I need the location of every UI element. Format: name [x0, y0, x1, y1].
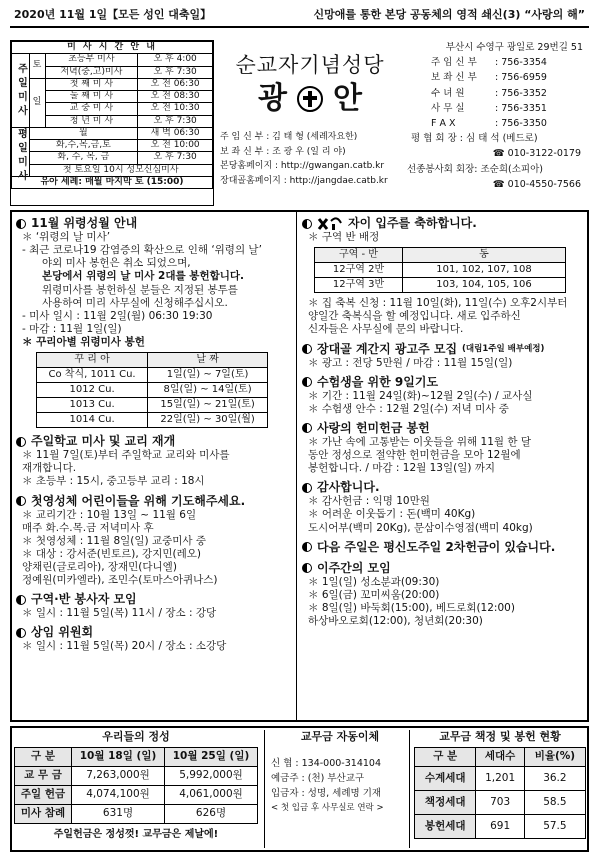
table-row	[315, 263, 566, 278]
text-line: 봉헌합니다. / 마감 : 12월 13일(일) 까지	[308, 462, 496, 475]
text-line: ＊ 꾸리아별 위령미사 봉헌	[22, 336, 145, 348]
section-sunday-school	[16, 434, 292, 449]
mass-name: 첫 째 미 사	[45, 78, 138, 90]
text-line: ＊ 초등부 : 15시, 중고등부 교리 : 18시	[22, 475, 205, 488]
table-cell: 36.2	[524, 766, 585, 790]
section-volunteer-meeting	[16, 592, 292, 607]
contact-block	[405, 40, 589, 206]
bullet-icon	[16, 219, 26, 229]
section-note: (대림1주일 배부예정)	[462, 343, 545, 354]
bullet-icon	[302, 377, 312, 387]
text-line: 본당에서 위령의 날 미사 2대를 봉헌합니다.	[42, 270, 245, 283]
mass-name: 청 년 미 사	[45, 115, 138, 127]
church-address: 부산시 수영구 광일로 29번길 51	[445, 42, 583, 53]
table-header: 동	[403, 248, 566, 263]
church-name-top: 순교자기념성당	[235, 53, 385, 77]
mass-time: 오 후 4:00	[138, 54, 213, 66]
table-cell: 1013 Cu.	[37, 398, 148, 413]
mass-time: 오 전 08:30	[138, 91, 213, 103]
contact-label: 사 무 실	[431, 102, 465, 114]
text-line: ＊ 대상 : 강서준(빈토르), 강지민(레오)	[22, 547, 201, 560]
table-cell: 7,263,000원	[72, 766, 165, 785]
section-title: 수험생을 위한 9일기도	[317, 374, 439, 389]
table-row	[415, 790, 586, 814]
text-line: ＊ 일시 : 11월 5일(목) 20시 / 장소 : 소강당	[22, 640, 227, 653]
table-row	[15, 785, 258, 804]
text-line: 사용하여 미리 사무실에 신청해주십시오.	[42, 296, 228, 309]
table-cell: 1014 Cu.	[37, 413, 148, 428]
bullet-icon	[302, 344, 312, 354]
text-line: 양일간 축복식을 할 예정입니다. 새로 입주하신	[308, 310, 521, 323]
section-title: 상임 위원회	[31, 625, 94, 640]
table-cell: 15일(일) ~ 21일(토)	[148, 398, 268, 413]
offering-title: 우리들의 정성	[102, 730, 170, 743]
status-table	[414, 747, 586, 839]
status-title: 교무금 책정 및 봉헌 현황	[439, 730, 561, 743]
table-row	[415, 766, 586, 790]
mass-name: 저녁(중,고)미사	[45, 66, 138, 78]
contact-label: 보 좌 신 부	[431, 72, 477, 84]
mass-name: 화,수,목,금,토	[29, 140, 138, 152]
table-cell: 58.5	[524, 790, 585, 814]
section-title: 다음 주일은 평신도주일 2차헌금이 있습니다.	[317, 539, 556, 554]
section-exam-novena	[302, 375, 584, 390]
table-row	[37, 398, 268, 413]
table-cell: 주일 헌금	[15, 785, 72, 804]
text-line: ＊ 6일(금) 꼬미씨움(20:00)	[308, 588, 440, 601]
text-line: ＊ 구역 반 배정	[308, 231, 380, 243]
section-title: 장대골 계간지 광고주 모집	[317, 341, 458, 356]
table-cell: 4,061,000원	[165, 785, 258, 804]
contact-value: : 756-3354	[495, 57, 547, 69]
table-cell: 1일(일) ~ 7일(토)	[148, 368, 268, 383]
mass-time: 오 후 7:30	[138, 152, 213, 164]
mass-time: 오 후 7:30	[138, 66, 213, 78]
table-cell: 103, 104, 105, 106	[403, 278, 566, 293]
bullet-icon	[302, 563, 312, 573]
table-cell: 책정세대	[415, 790, 476, 814]
table-row	[37, 368, 268, 383]
header-bar	[10, 4, 589, 28]
dues-status-panel	[414, 730, 586, 839]
table-cell: 57.5	[524, 814, 585, 838]
offering-table	[14, 747, 258, 824]
issue-date: 2020년 11월 1일【모든 성인 대축일】	[14, 8, 212, 22]
text-line: - 미사 일시 : 11월 2일(월) 06:30 19:30	[22, 309, 213, 322]
xi-logo-icon	[317, 217, 343, 231]
left-column	[16, 216, 292, 654]
table-cell: 1,201	[476, 766, 524, 790]
table-row	[15, 766, 258, 785]
table-header: 10월 25일 (일)	[165, 747, 258, 766]
section-first-communion	[16, 494, 292, 509]
funeral-committee: 선종봉사회 회장: 조순희(소피아)	[407, 163, 543, 175]
bullet-icon	[302, 219, 312, 229]
table-header: 비율(%)	[524, 747, 585, 766]
text-line: 양채린(글로리아), 장재민(다니엘)	[22, 561, 177, 573]
mass-name: 초등부 미사	[45, 54, 138, 66]
mass-name: 월	[29, 127, 138, 139]
bullet-icon	[302, 483, 312, 493]
transfer-line: 예금주 : (천) 부산교구	[271, 772, 365, 784]
table-header: 세대수	[476, 747, 524, 766]
text-line: 정예원(미카엘라), 조민수(토마스아퀴나스)	[22, 574, 218, 587]
text-line: 매주 화.수.목.금 저녁미사 후	[22, 521, 154, 534]
text-line: ＊ 집 축복 신청 : 11월 10일(화), 11일(수) 오후2시부터	[308, 297, 568, 310]
table-cell: 626명	[165, 804, 258, 823]
homepage-link[interactable]: 본당홈페이지 : http://gwangan.catb.kr	[220, 161, 385, 172]
text-line: ＊ 광고 : 전당 5만원 / 마감 : 11월 15일(일)	[308, 356, 513, 369]
cross-logo-icon	[297, 86, 323, 112]
table-cell: 691	[476, 814, 524, 838]
table-row	[15, 804, 258, 823]
mass-schedule	[10, 40, 214, 206]
text-line: ＊ 8일(일) 바둑회(15:00), 베드로회(12:00)	[308, 601, 515, 614]
church-name-main-1: 광	[258, 81, 287, 117]
section-title: 11월 위령성월 안내	[31, 216, 138, 230]
table-cell: 교 무 금	[15, 766, 72, 785]
table-row	[315, 278, 566, 293]
mass-time: 새 벽 06:30	[138, 127, 213, 139]
transfer-title: 교무금 자동이체	[300, 730, 380, 743]
weekday-mass-label: 평일미사	[12, 127, 30, 176]
bullet-icon	[16, 628, 26, 638]
offering-panel	[14, 730, 258, 841]
table-cell: 631명	[72, 804, 165, 823]
section-title: 주일학교 미사 및 교리 재개	[31, 434, 176, 449]
contact-label: 주 임 신 부	[431, 57, 477, 69]
bullet-icon	[16, 595, 26, 605]
section-meetings	[302, 561, 584, 576]
section-title: 사랑의 헌미헌금 봉헌	[317, 420, 430, 435]
text-line: - 마감 : 11월 1일(일)	[22, 322, 122, 335]
contact-label: F A X	[431, 117, 456, 129]
text-line: - 최근 코로나19 감염증의 확산으로 인해 ‘위령의 날’	[22, 244, 262, 257]
mass-time: 오 전 10:30	[138, 103, 213, 115]
mass-name: 첫 토요일 10시 성모신심미사	[29, 164, 213, 176]
auto-transfer-panel	[264, 730, 410, 848]
transfer-line: 입금자 : 성명, 세례명 기재	[271, 788, 382, 800]
text-line: 신자들은 사무실에 문의 바랍니다.	[308, 323, 464, 336]
contact-label: 수 녀 원	[431, 87, 465, 99]
mass-name: 화, 수, 목, 금	[29, 152, 138, 164]
parish-theme: 신망애를 통한 본당 공동체의 영적 쇄신(3) “사랑의 해”	[313, 8, 585, 22]
section-ad-recruit	[302, 342, 584, 357]
text-line: 도시어부(백미 20Kg), 문삼이수영점(백미 40kg)	[308, 521, 533, 534]
table-header: 구 분	[15, 747, 72, 766]
table-cell: 미사 참례	[15, 804, 72, 823]
bullet-icon	[16, 437, 26, 447]
table-row	[415, 814, 586, 838]
column-divider	[296, 212, 297, 720]
contact-value: : 756-6959	[495, 72, 547, 84]
section-all-souls	[16, 216, 292, 231]
transfer-note: < 첫 입금 후 사무실로 연락 >	[271, 803, 384, 814]
table-cell: 22일(일) ~ 30일(월)	[148, 413, 268, 428]
mass-time: 오 전 06:30	[138, 78, 213, 90]
table-cell: 101, 102, 107, 108	[403, 263, 566, 278]
text-line: 재개합니다.	[22, 462, 77, 475]
table-cell: 5,992,000원	[165, 766, 258, 785]
text-line: ＊ 감사헌금 : 익명 10만원	[308, 495, 430, 508]
section-title: 자이 입주를 축하합니다.	[348, 216, 477, 230]
table-cell: 1012 Cu.	[37, 383, 148, 398]
curia-table	[36, 352, 268, 428]
text-line: ＊ 일시 : 11월 5일(목) 11시 / 장소 : 강당	[22, 607, 217, 620]
table-cell: 8일(일) ~ 14일(토)	[148, 383, 268, 398]
text-line: 하상바오로회(12:00), 청년회(20:30)	[308, 615, 483, 627]
table-header: 10월 18일 (일)	[72, 747, 165, 766]
section-title: 첫영성체 어린이들을 위해 기도해주세요.	[31, 493, 246, 508]
bullet-icon	[302, 423, 312, 433]
sunday-label: 일	[29, 78, 45, 127]
bullet-icon	[16, 496, 26, 506]
table-cell: 12구역 3반	[315, 278, 403, 293]
table-cell: 12구역 2반	[315, 263, 403, 278]
table-header: 날 짜	[148, 353, 268, 368]
text-line: 위령미사를 봉헌하실 분들은 지정된 봉투를	[42, 283, 238, 296]
offering-note: 주일헌금은 정성껏! 교무금은 제날에!	[53, 828, 219, 840]
council-president: 평 협 회 장 : 심 태 석 (베드로)	[411, 133, 538, 145]
text-line: ＊ 11월 7일(토)부터 주일학교 교리와 미사를	[22, 449, 230, 462]
text-line: ＊ ‘위령의 날 미사’	[22, 231, 111, 243]
section-xi-welcome	[302, 216, 584, 231]
table-header: 구 분	[415, 747, 476, 766]
text-line: ＊ 교리기간 : 10월 13일 ~ 11월 6일	[22, 508, 197, 521]
text-line: ＊ 기간 : 11월 24일(화)~12월 2일(수) / 교사실	[308, 389, 533, 402]
text-line: ＊ 어려운 이웃돕기 : 돈(백미 40Kg)	[308, 508, 476, 521]
text-line: ＊ 1일(일) 성소분과(09:30)	[308, 575, 440, 588]
mass-time: 오 전 10:00	[138, 140, 213, 152]
jangdae-homepage-link[interactable]: 장대골홈페이지 : http://jangdae.catb.kr	[220, 176, 388, 187]
text-line: 동안 정성으로 절약한 헌미헌금을 모아 12월에	[308, 449, 521, 461]
contact-value: : 756-3351	[495, 102, 547, 114]
district-table	[314, 247, 566, 293]
text-line: ＊ 가난 속에 고통받는 이웃들을 위해 11월 한 달	[308, 435, 531, 448]
section-title: 구역·반 봉사자 모임	[31, 592, 137, 607]
table-cell: 수계세대	[415, 766, 476, 790]
section-thanks	[302, 480, 584, 495]
mass-time: 오 후 7:30	[138, 115, 213, 127]
pastor-name: 주 임 신 부 : 김 태 형 (세례자요한)	[220, 131, 358, 142]
saturday-label: 토	[29, 54, 45, 79]
contact-value: : 756-3350	[495, 117, 547, 129]
mass-name: 둘 째 미 사	[45, 91, 138, 103]
mass-name: 교 중 미 사	[45, 103, 138, 115]
table-row	[37, 383, 268, 398]
section-laity-sunday	[302, 540, 584, 555]
church-name-main-2: 안	[333, 81, 362, 117]
table-cell: 703	[476, 790, 524, 814]
right-column	[302, 216, 584, 628]
section-standing-committee	[16, 625, 292, 640]
section-rice-offering	[302, 421, 584, 436]
table-row	[37, 413, 268, 428]
table-cell: Co 착식, 1011 Cu.	[37, 368, 148, 383]
text-line: ＊ 수험생 안수 : 12월 2일(수) 저녁 미사 중	[308, 402, 509, 415]
table-cell: 봉헌세대	[415, 814, 476, 838]
table-cell: 4,074,100원	[72, 785, 165, 804]
table-header: 구역 - 반	[315, 248, 403, 263]
mass-schedule-title: 미 사 시 간 안 내	[12, 42, 213, 54]
bullet-icon	[302, 542, 312, 552]
section-title: 이주간의 모임	[317, 560, 391, 575]
transfer-line: 신 협 : 134-000-314104	[271, 757, 382, 769]
contact-value: : 756-3352	[495, 87, 547, 99]
sunday-mass-label: 주일미사	[12, 54, 30, 128]
assistant-pastor-name: 보 좌 신 부 : 조 광 우 (일 리 야)	[220, 146, 346, 157]
text-line: ＊ 첫영성체 : 11월 8일(일) 교중미사 중	[22, 534, 207, 547]
funeral-committee-phone: ☎ 010-4550-7566	[492, 178, 581, 190]
section-title: 감사합니다.	[317, 480, 380, 495]
council-president-phone: ☎ 010-3122-0179	[492, 148, 581, 160]
infant-baptism: 유아 세례: 매월 마지막 토 (15:00)	[12, 176, 213, 188]
church-title-block	[218, 40, 402, 206]
table-header: 꾸 리 아	[37, 353, 148, 368]
text-line: 야외 미사 봉헌은 취소 되었으며,	[42, 257, 191, 270]
